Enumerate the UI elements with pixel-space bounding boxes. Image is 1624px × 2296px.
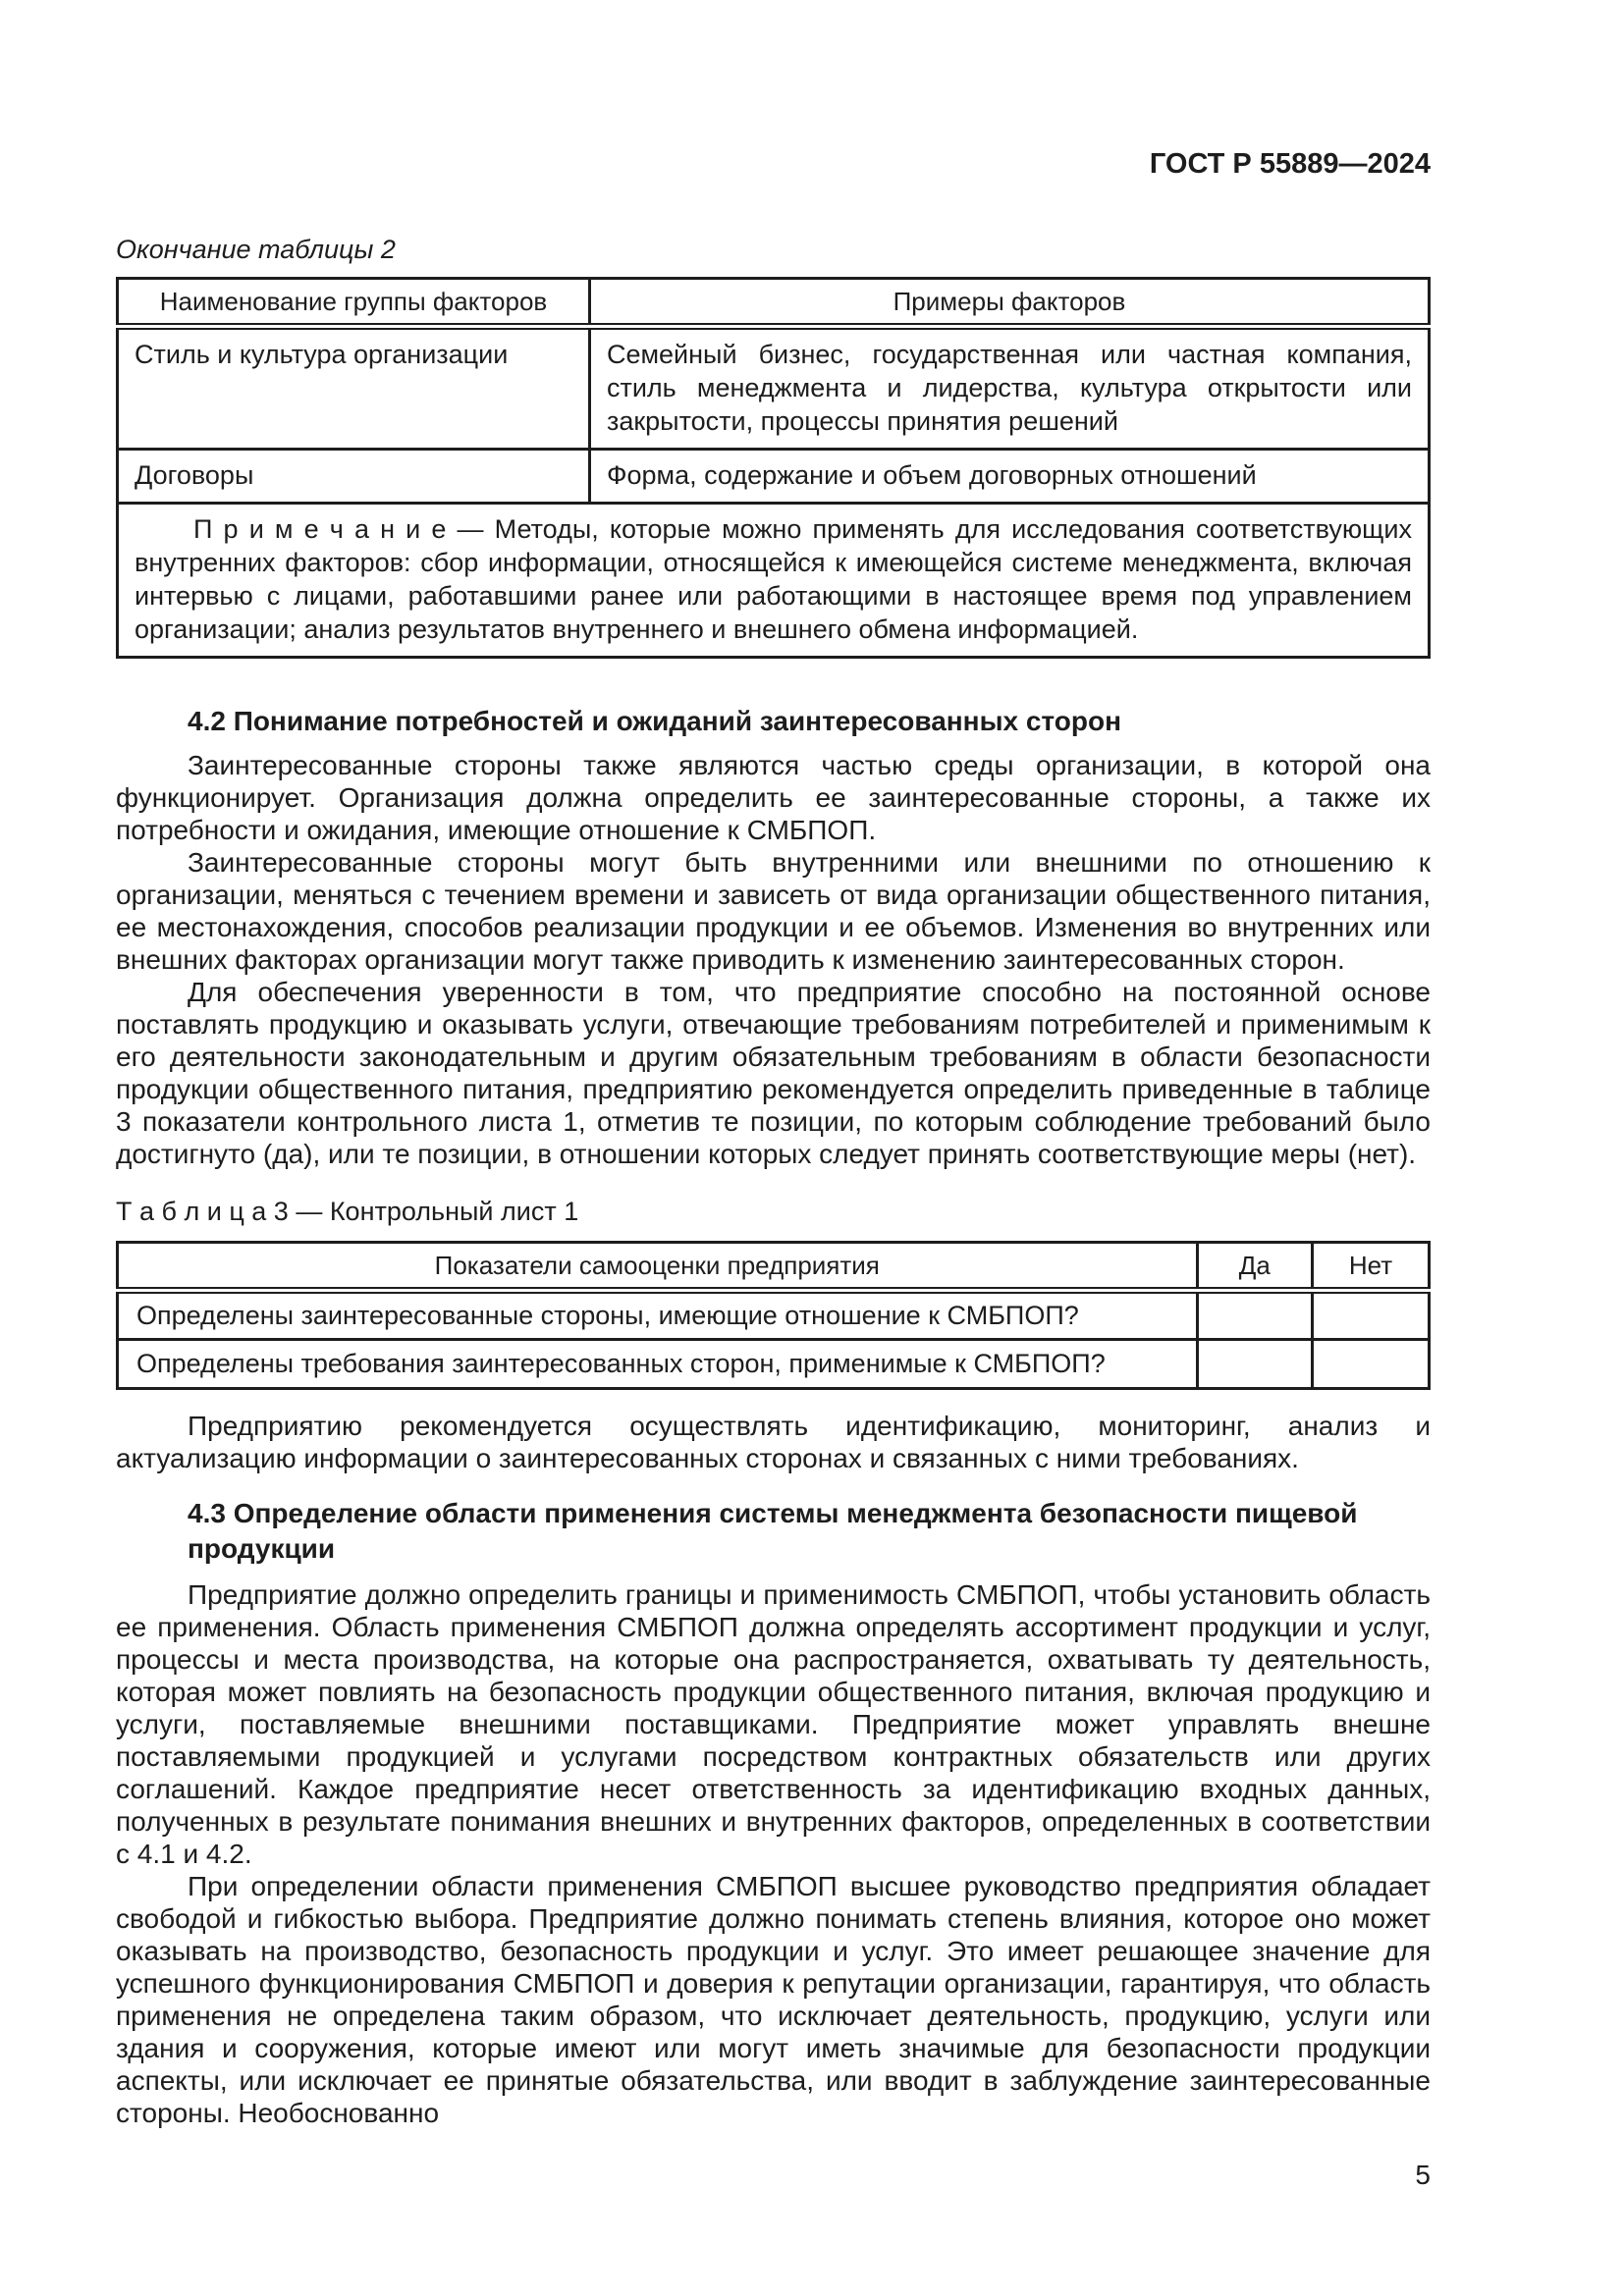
paragraph: Для обеспечения уверенности в том, что предприятие способно на постоянной основе поставлять продукцию и оказывать услуги, отвечающие требованиям потребителей и применимым к его деятельности законодательным и другим обязательным требованиям в области безопасности продукции общественного питания, предприятию рекомендуется определить приведенные в таблице 3 показатели контрольного листа 1, отметив те позиции, по которым соблюдение требований было достигнуто (да), или те позиции, в отношении которых следует принять соответствующие меры (нет). xyxy=(116,977,1431,1169)
factor-group-cell: Договоры xyxy=(118,450,590,504)
checklist-header-indicator: Показатели самооценки предприятия xyxy=(118,1243,1198,1291)
checklist-header-no: Нет xyxy=(1313,1243,1430,1291)
section-4-2-heading: 4.2 Понимание потребностей и ожиданий заинтересованных сторон xyxy=(188,706,1121,736)
checklist-no-cell xyxy=(1313,1291,1430,1340)
checklist-header-row xyxy=(118,1243,1430,1291)
paragraph: При определении области применения СМБПОП высшее руководство предприятия обладает свободой и гибкостью выбора. Предприятие должно понимать степень влияния, которое оно может оказывать на производство, безопасность продукции и услуг. Это имеет решающее значение для успешного функционирования СМБПОП и доверия к репутации организации, гарантируя, что область применения не определена таким образом, что исключает деятельность, продукцию, услуги или здания и сооружения, которые имеют или могут иметь значимые для безопасности продукции аспекты, или исключает ее принятые обязательства, или вводит в заблуждение заинтересованные стороны. Необоснованно xyxy=(116,1871,1431,2128)
checklist-indicator-cell: Определены заинтересованные стороны, имеющие отношение к СМБПОП? xyxy=(118,1291,1198,1340)
factor-examples-cell: Форма, содержание и объем договорных отношений xyxy=(589,450,1429,504)
checklist-yes-cell xyxy=(1197,1291,1313,1340)
factor-examples-cell: Семейный бизнес, государственная или частная компания, стиль менеджмента и лидерства, культура открытости или закрытости, процессы принятия решений xyxy=(589,327,1429,450)
table-row xyxy=(118,1340,1430,1389)
factors-table-header-row xyxy=(118,279,1430,327)
checklist-header-yes: Да xyxy=(1197,1243,1313,1291)
paragraph: Заинтересованные стороны также являются частью среды организации, в которой она функционирует. Организация должна определить ее заинтересованные стороны, а также их потребности и ожидания, имеющие отношение к СМБПОП. xyxy=(116,750,1431,845)
doc-code: ГОСТ Р 55889—2024 xyxy=(1149,148,1431,180)
factors-table xyxy=(116,277,1431,659)
checklist-table xyxy=(116,1241,1431,1390)
note-text: — Методы, которые можно применять для исследования соответствующих внутренних факторов: сбор информации, относящейся к имеющейся системе менеджмента, включая интервью с лицами, работавшими ранее или работающими в настоящее время под управлением организации; анализ результатов внутреннего и внешнего обмена информацией. xyxy=(135,514,1412,644)
checklist-indicator-cell: Определены требования заинтересованных сторон, применимые к СМБПОП? xyxy=(118,1340,1198,1389)
table-note-row xyxy=(118,504,1430,658)
note-label: П р и м е ч а н и е xyxy=(193,514,447,544)
table3-caption: Т а б л и ц а 3 — Контрольный лист 1 xyxy=(116,1197,579,1226)
factors-table-header-group: Наименование группы факторов xyxy=(118,279,590,327)
section-4-3-heading: 4.3 Определение области применения системы менеджмента безопасности пищевой продукции xyxy=(188,1498,1358,1564)
factor-group-cell: Стиль и культура организации xyxy=(118,327,590,450)
checklist-yes-cell xyxy=(1197,1340,1313,1389)
table-row xyxy=(118,450,1430,504)
paragraph: Предприятию рекомендуется осуществлять идентификацию, мониторинг, анализ и актуализацию информации о заинтересованных сторонах и связанных с ними требованиях. xyxy=(116,1411,1431,1473)
checklist-no-cell xyxy=(1313,1340,1430,1389)
factors-table-header-examples: Примеры факторов xyxy=(589,279,1429,327)
paragraph: Предприятие должно определить границы и применимость СМБПОП, чтобы установить область ее применения. Область применения СМБПОП должна определять ассортимент продукции и услуг, процессы и места производства, на которые она распространяется, охватывать ту деятельность, которая может повлиять на безопасность продукции общественного питания, включая продукцию и услуги, поставляемые внешними поставщиками. Предприятие может управлять внешне поставляемыми продукцией и услугами посредством контрактных обязательств или других соглашений. Каждое предприятие несет ответственность за идентификацию входных данных, полученных в результате понимания внешних и внутренних факторов, определенных в соответствии с 4.1 и 4.2. xyxy=(116,1579,1431,1869)
table-note-cell xyxy=(118,504,1430,658)
table2-continuation-caption: Окончание таблицы 2 xyxy=(116,235,396,264)
table-row xyxy=(118,1291,1430,1340)
table-row xyxy=(118,327,1430,450)
page-number: 5 xyxy=(1415,2160,1431,2190)
paragraph: Заинтересованные стороны могут быть внутренними или внешними по отношению к организации, меняться с течением времени и зависеть от вида организации общественного питания, ее местонахождения, способов реализации продукции и ее объемов. Изменения во внутренних или внешних факторах организации могут также приводить к изменению заинтересованных сторон. xyxy=(116,847,1431,975)
